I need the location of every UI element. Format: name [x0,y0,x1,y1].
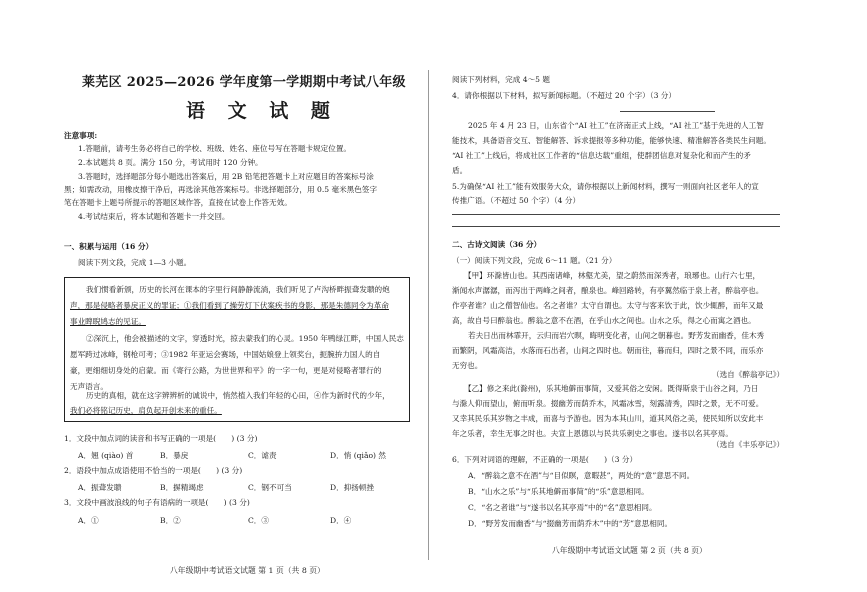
q5-answer-line-2[interactable] [452,226,780,227]
notice-3-cont2: 笔在答题卡上题号所提示的答题区域作答，直接在试卷上作答无效。 [64,198,292,207]
q2-option-b: B．摒精竭虑 [160,483,204,492]
jia-line-7: 无穷也。 [452,361,483,370]
question-2: 2．语段中加点成语使用不恰当的一项是( ) (3 分) [64,466,243,475]
passage-line-6: 豪，更细细切身处的启蒙。而《寄行公路，为世世界和平》的一字一句，更是对侵略者罪行的 [70,366,382,375]
notice-3: 3.答题时，选择题部分每小题选出答案后，用 2B 铅笔把答题卡上对应题目的答案标号涂 [78,172,374,181]
left-footer: 八年级期中考试语文试题 第 1 页（共 8 页） [170,566,325,575]
passage-line-5: 愿军跨过冰峰，钢枪可考；③1982 年亚运会赛场，中国姑娘登上领奖台，扼腕拚力国人的自 [70,350,381,359]
question-6: 6．下列对词语的理解，不正确的一项是( )（3 分） [452,455,638,464]
q3-option-d: D．④ [330,516,352,525]
material-line-2: 能技术，具备语音交互、智能解答、诉求提报等多种功能，能够快速、精准解答各类民生问题。 [452,136,771,145]
q6-option-c: C．“名之者谁”与“遂书以名其亭焉”中的“名”意思相同。 [468,503,657,512]
q1-option-a: A．翘 (qiào) 首 [78,451,134,460]
yi-source: （选自《丰乐亭记》） [712,440,785,449]
question-5-cont: 传推广语。（不超过 50 个字）（4 分） [452,196,581,205]
q6-option-b: B．“山水之乐”与“乐其地僻而事简”的“乐”意思相同。 [468,487,649,496]
passage-line-2: 声，那是侵略者暴戾正义的罪证；①我们看到了操劳灯下伏案疾书的身影，那是朱德同令为革命 [70,301,389,310]
jia-line-4: 高，故自号曰醉翁也。醉翁之意不在酒，在乎山水之间也。山水之乐，得之心而寓之酒也。 [452,316,756,325]
jia-line-6: 而繁阴，风霜高洁，水落而石出者，山间之四时也。朝而往，暮而归，四时之景不同，而乐亦 [452,346,764,355]
passage-line-7: 无声语言。 [70,382,108,391]
question-5: 5.为确保“AI 社工”能有效服务大众，请你根据以上新闻材料，撰写一则面向社区老年人的宣 [452,182,759,191]
right-intro: 阅读下列材料，完成 4～5 题 [452,75,551,84]
passage-line-9: 我们必将铭记历史，肩负起开创未来的重任。 [70,406,222,415]
question-3: 3．文段中画波浪线的句子有语病的一项是( ) (3 分) [64,498,250,507]
exam-subtitle: 语 文 试 题 [186,100,338,122]
notice-3-cont: 黑；如需改动，用橡皮擦干净后，再选涂其他答案标号。非选择题部分，用 0.5 毫米黑色签字 [64,185,378,194]
q6-option-a: A．“醉翁之意不在酒”与“目似瞑，意暇甚”，两处的“意”意思不同。 [468,471,695,480]
notice-1: 1.答题前，请考生务必将自己的学校、班级、姓名、座位号写在答题卡规定位置。 [78,144,352,153]
q2-option-c: C．钢不可当 [248,483,292,492]
q5-answer-line-1[interactable] [452,214,780,215]
yi-line-4: 年之乐者，幸生无事之时也。夫宣上恩德以与民共乐刺史之事也。遂书以名其亭焉。 [452,429,733,438]
yi-line-3: 又幸其民乐其岁物之丰成，而喜与予游也。因为本其山川，道其风俗之美，使民知所以安此丰 [452,414,764,423]
passage-line-1: 我们惯看新颁，历史的长河在课本的字里行间静静流淌，我们听见了卢沟桥畔振聋发聩的炮 [86,285,390,294]
q1-option-d: D．悄 (qiǎo) 然 [330,451,387,460]
q1-option-c: C．谑责 [248,451,277,460]
notice-2: 2.本试题共 8 页。满分 150 分，考试用时 120 分钟。 [78,158,263,167]
passage-line-4: ②深沉上，他会被描述的文字，穿透时光，掠去蒙我们的心灵。1950 年鸭绿江畔，中国人民志 [86,334,404,343]
question-1: 1．文段中加点词的读音和书写正确的一项是( ) (3 分) [64,434,258,443]
passage-line-3: 事业睥睨鸠志的见证。 [70,317,146,326]
right-footer: 八年级期中考试语文试题 第 2 页（共 8 页） [552,546,707,555]
section2-title: 二、古诗文阅读（36 分） [452,240,542,249]
section1-intro: 阅读下列文段，完成 1—3 小题。 [78,258,192,267]
q2-option-d: D．抑扬顿挫 [330,483,375,492]
q3-option-a: A．① [78,516,99,525]
notice-4: 4.考试结束后，将本试题和答题卡一并交回。 [78,212,230,221]
yi-line-1: 【乙】修之来此(滁州)，乐其地僻而事简，又爱其俗之安闲。既得斯泉于山谷之间，乃日 [464,384,759,393]
q3-option-c: C．③ [248,516,269,525]
material-line-1: 2025 年 4 月 23 日，山东省个“AI 社工”在济南正式上线，“AI 社工”基于先进的人工智 [468,121,764,130]
section1-title: 一、积累与运用（16 分） [64,242,154,251]
q6-option-d: D．“野芳发而幽香”与“掇幽芳而荫乔木”中的“芳”意思相同。 [468,519,673,528]
q3-option-b: B．② [160,516,181,525]
jia-line-3: 作亭者谁？山之僧智仙也。名之者谁？太守自谓也。太守与客来饮于此，饮少辄醉，而年又最 [452,301,764,310]
jia-line-5: 若夫日出而林霏开，云归而岩穴暝，晦明变化者，山间之朝暮也。野芳发而幽香，佳木秀 [468,331,765,340]
notice-heading: 注意事项: [64,131,98,140]
yi-line-2: 与滁人仰而望山，俯而听泉。掇幽芳而荫乔木，风霜冰雪，刻露清秀，四时之景，无不可爱。 [452,399,764,408]
q4-answer-line[interactable] [620,111,715,112]
section2-sub1: （一）阅读下列文段，完成 6～11 题。（21 分） [452,256,617,265]
passage-line-8: 历史的真相，就在这字辨辨析的诚说中，悄然植入我们年轻的心田，④作为新时代的少年， [86,391,390,400]
jia-line-1: 【甲】环滁皆山也。其西南诸峰，林壑尤美，望之蔚然而深秀者，琅琊也。山行六七里， [464,271,761,280]
page-divider [428,70,429,560]
question-4: 4．请你根据以下材料，拟写新闻标题。（不超过 20 个字）（3 分） [452,91,676,100]
jia-source: （选自《醉翁亭记》） [712,370,785,379]
exam-title: 莱芜区 2025—2026 学年度第一学期期中考试八年级 [82,75,406,90]
q2-option-a: A．振聋发聩 [78,483,122,492]
material-line-3: “AI 社工”上线后，将成社区工作者的“信息达载”重组，使群团信息对复杂化和而产生的矛 [452,151,751,160]
material-line-4: 盾。 [452,166,468,175]
jia-line-2: 渐闻水声潺潺，而泻出于两峰之间者，酿泉也。峰回路转，有亭翼然临于泉上者，醉翁亭也。 [452,286,764,295]
q1-option-b: B．暴戾 [160,451,189,460]
